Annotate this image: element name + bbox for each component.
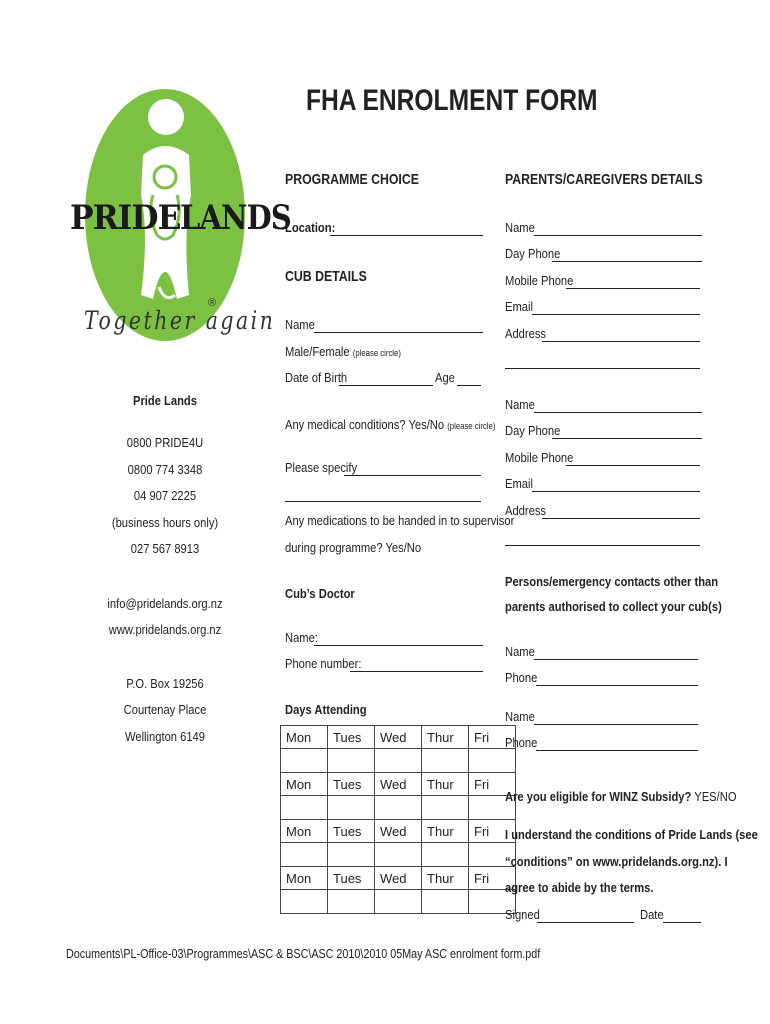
days-row [281, 820, 516, 843]
cub-name-label: Name [285, 317, 315, 332]
emergency2-phone-label: Phone [505, 735, 538, 750]
please-circle-note: (please circle) [352, 348, 401, 358]
contact-mobile: 027 567 8913 [130, 541, 200, 556]
emergency2-phone-field[interactable] [536, 750, 698, 751]
day-cell-thur[interactable]: Thur [422, 820, 469, 843]
parent2-name-label: Name [505, 397, 535, 412]
parent2-mobile-label: Mobile Phone [505, 450, 574, 465]
please-circle-note-2: (please circle) [447, 421, 496, 431]
day-cell-wed[interactable]: Wed [375, 867, 422, 890]
day-cell-fri[interactable]: Fri [469, 867, 516, 890]
contact-street: Courtenay Place [123, 702, 207, 717]
dob-label: Date of Birth [285, 370, 348, 385]
day-cell-thur[interactable]: Thur [422, 773, 469, 796]
parent2-day-phone-label: Day Phone [505, 423, 561, 438]
location-field[interactable] [330, 235, 483, 236]
emergency-heading-1: Persons/emergency contacts other than [505, 574, 719, 589]
winz-question: Are you eligible for WINZ Subsidy? [505, 789, 692, 804]
parents-heading: PARENTS/CAREGIVERS DETAILS [505, 171, 703, 188]
contact-email: info@pridelands.org.nz [107, 596, 223, 611]
cub-name-field[interactable] [314, 332, 483, 333]
blank-cell[interactable] [422, 890, 469, 914]
blank-cell[interactable] [422, 749, 469, 773]
logo-registered-mark: ® [208, 297, 217, 309]
contact-phone-2: 0800 774 3348 [127, 462, 203, 477]
parent1-address-field[interactable] [542, 341, 700, 342]
doctor-phone-label: Phone number: [285, 656, 362, 671]
conditions-line-1: I understand the conditions of Pride Lands (see [505, 827, 758, 842]
parent1-email-field[interactable] [532, 314, 700, 315]
age-label: Age [435, 370, 455, 385]
parent2-day-phone-field[interactable] [552, 438, 702, 439]
parent1-name-label: Name [505, 220, 535, 235]
blank-cell[interactable] [375, 843, 422, 867]
please-specify-label: Please specify [285, 460, 358, 475]
logo-word-lands: LANDS [180, 198, 291, 238]
logo-parent-head [148, 99, 184, 135]
parent2-address-field[interactable] [542, 518, 700, 519]
parent2-email-label: Email [505, 476, 533, 491]
parent2-mobile-field[interactable] [566, 465, 700, 466]
doctor-heading: Cub’s Doctor [285, 586, 355, 601]
contact-name: Pride Lands [132, 393, 197, 408]
gender-label[interactable]: Male/Female [285, 344, 350, 359]
winz-row [505, 789, 737, 805]
day-cell-thur[interactable]: Thur [422, 726, 469, 749]
days-row [281, 726, 516, 749]
emergency2-name-field[interactable] [534, 724, 698, 725]
age-field[interactable] [457, 385, 481, 386]
conditions-line-2: “conditions” on www.pridelands.org.nz). I [505, 854, 728, 869]
contact-phone-1: 0800 PRIDE4U [126, 435, 204, 450]
emergency-heading-2: parents authorised to collect your cub(s) [505, 599, 722, 614]
gender-row [285, 344, 401, 361]
location-label: Location: [285, 220, 336, 235]
emergency1-phone-field[interactable] [536, 685, 698, 686]
day-cell-tues[interactable]: Tues [328, 820, 375, 843]
days-row [281, 773, 516, 796]
emergency2-name-label: Name [505, 709, 535, 724]
blank-cell[interactable] [281, 796, 328, 820]
please-specify-field-2[interactable] [285, 501, 481, 502]
emergency1-name-label: Name [505, 644, 535, 659]
day-cell-tues[interactable]: Tues [328, 726, 375, 749]
dob-field[interactable] [339, 385, 433, 386]
day-cell-fri[interactable]: Fri [469, 773, 516, 796]
blank-cell[interactable] [328, 890, 375, 914]
days-attending-table [280, 725, 516, 914]
logo-tagline: Together again [84, 306, 276, 335]
blank-cell[interactable] [328, 843, 375, 867]
day-cell-fri[interactable]: Fri [469, 820, 516, 843]
parent2-address-label: Address [505, 503, 547, 518]
parent1-day-phone-label: Day Phone [505, 246, 561, 261]
day-cell-wed[interactable]: Wed [375, 726, 422, 749]
days-row [281, 867, 516, 890]
parent1-mobile-label: Mobile Phone [505, 273, 574, 288]
blank-cell[interactable] [375, 749, 422, 773]
parent1-name-field[interactable] [534, 235, 702, 236]
please-specify-field[interactable] [344, 475, 481, 476]
day-cell-wed[interactable]: Wed [375, 820, 422, 843]
days-blank-row [281, 890, 516, 914]
footer-file-path: Documents\PL-Office-03\Programmes\ASC & BSC\ASC 2010\2010 05May ASC enrolment form.pdf [66, 947, 541, 961]
contact-po-box: P.O. Box 19256 [126, 676, 204, 691]
day-cell-mon[interactable]: Mon [281, 867, 328, 890]
blank-cell[interactable] [328, 796, 375, 820]
days-attending-heading: Days Attending [285, 702, 367, 717]
parent1-address-label: Address [505, 326, 547, 341]
blank-cell[interactable] [422, 843, 469, 867]
programme-choice-heading: PROGRAMME CHOICE [285, 171, 419, 188]
blank-cell[interactable] [281, 890, 328, 914]
medications-line-2[interactable]: during programme? Yes/No [285, 540, 422, 555]
day-cell-mon[interactable]: Mon [281, 773, 328, 796]
contact-website: www.pridelands.org.nz [108, 622, 222, 637]
day-cell-thur[interactable]: Thur [422, 867, 469, 890]
day-cell-tues[interactable]: Tues [328, 773, 375, 796]
blank-cell[interactable] [375, 796, 422, 820]
contact-city: Wellington 6149 [125, 729, 205, 744]
blank-cell[interactable] [375, 890, 422, 914]
cub-details-heading: CUB DETAILS [285, 268, 367, 285]
blank-cell[interactable] [328, 749, 375, 773]
doctor-name-label: Name: [285, 630, 318, 645]
days-blank-row [281, 843, 516, 867]
signed-label: Signed [505, 907, 540, 922]
doctor-name-field[interactable] [314, 645, 483, 646]
emergency1-phone-label: Phone [505, 670, 538, 685]
parent1-mobile-field[interactable] [566, 288, 700, 289]
parent2-address-field-2[interactable] [505, 545, 700, 546]
medications-line-1: Any medications to be handed in to supervisor [285, 513, 515, 528]
winz-answer[interactable]: YES/NO [694, 789, 737, 804]
contact-hours: (business hours only) [111, 515, 219, 530]
signed-field[interactable] [537, 922, 634, 923]
days-blank-row [281, 796, 516, 820]
date-label: Date [640, 907, 664, 922]
day-cell-mon[interactable]: Mon [281, 820, 328, 843]
blank-cell[interactable] [281, 843, 328, 867]
doctor-phone-field[interactable] [350, 671, 483, 672]
parent2-email-field[interactable] [532, 491, 700, 492]
days-blank-row [281, 749, 516, 773]
blank-cell[interactable] [469, 749, 516, 773]
parent1-address-field-2[interactable] [505, 368, 700, 369]
day-cell-fri[interactable]: Fri [469, 726, 516, 749]
page-title: FHA ENROLMENT FORM [306, 84, 598, 117]
logo-word-pride: PRIDE [70, 198, 181, 238]
parent2-name-field[interactable] [534, 412, 702, 413]
medical-row [285, 417, 495, 434]
parent1-email-label: Email [505, 299, 533, 314]
blank-cell[interactable] [422, 796, 469, 820]
medical-conditions-label[interactable]: Any medical conditions? Yes/No [285, 417, 445, 432]
date-field[interactable] [663, 922, 701, 923]
parent1-day-phone-field[interactable] [552, 261, 702, 262]
contact-phone-3: 04 907 2225 [133, 488, 197, 503]
day-cell-wed[interactable]: Wed [375, 773, 422, 796]
blank-cell[interactable] [281, 749, 328, 773]
conditions-line-3: agree to abide by the terms. [505, 880, 654, 895]
day-cell-mon[interactable]: Mon [281, 726, 328, 749]
day-cell-tues[interactable]: Tues [328, 867, 375, 890]
emergency1-name-field[interactable] [534, 659, 698, 660]
